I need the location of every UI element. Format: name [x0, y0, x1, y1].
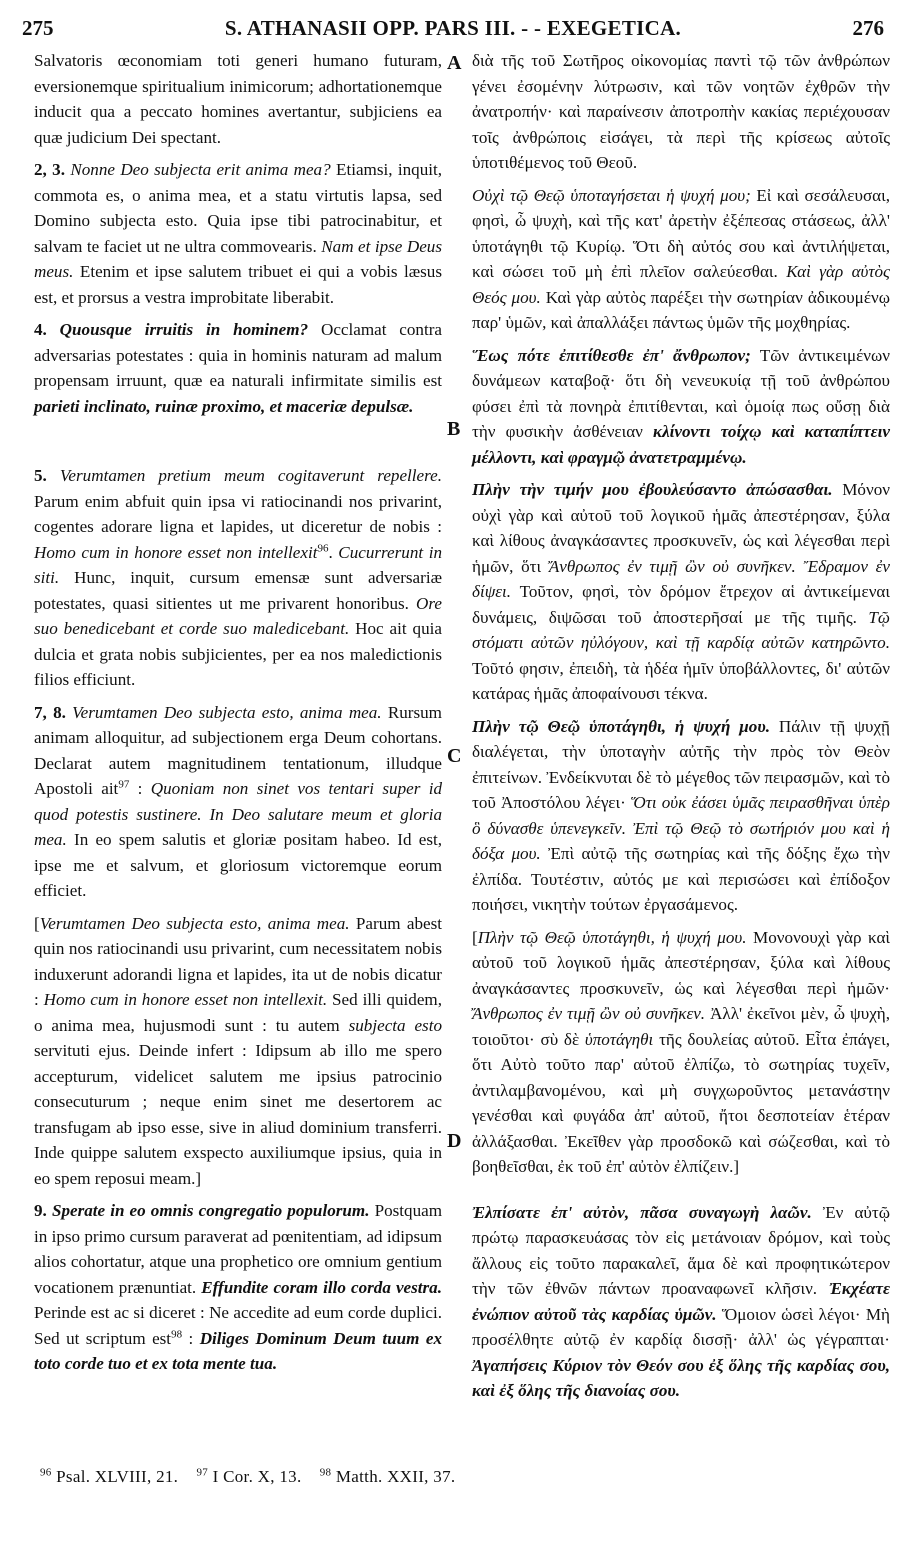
greek-paragraph-7: Ἐλπίσατε ἐπ' αὐτὸν, πᾶσα συναγωγὴ λαῶν. Ἐν αὐτῷ πρώτῳ παρασκευάσας τὸν εἰς μετάνοιαν δρόμον, καὶ τοὺς ἄλλους εἰς τοῦτο παρακαλεῖ, ἅμα δὲ καὶ προφητικώτερον τὴν τῶν ἐθνῶν πάντων προαναφωνεῖ κλῆσιν. Ἐκχέατε ἐνώπιον αὐτοῦ τὰς καρδίας ὑμῶν. Ὅμοιον ὡσεὶ λέγοι· Μὴ προσέλθητε αὐτῷ ἐν καρδίᾳ δισσῇ· ἀλλ' ὡς γέγραπται· Ἀγαπήσεις Κύριον τὸν Θεόν σου ἐξ ὅλης τῆς καρδίας σου, καὶ ἐξ ὅλης τῆς διανοίας σου.	[472, 1202, 890, 1400]
section-marker-c: C	[447, 745, 462, 767]
latin-paragraph-3: 4. Quousque irruitis in hominem? Occlamat contra adversarias potestates : quia in hominis naturam ad malum propensam irruunt, quæ ea naturali infirmitate similis est parieti inclinato, ruinæ proximo, et maceriæ depulsæ.	[34, 320, 442, 416]
greek-column	[472, 48, 890, 1404]
running-title: S. ATHANASII OPP. PARS III. - - EXEGETICA.	[224, 16, 682, 40]
latin-paragraph-7: 9. Sperate in eo omnis congregatio populorum. Postquam in ipso primo cursum paraverat ad pœnitentiam, ad idipsum alios cohortatur, atque una prophetico ore omnium gentium vocationem prænuntiat. Effundite coram illo corda vestra. Perinde est ac si diceret : Ne accedite ad eum corde duplici. Sed ut scriptum est$^{98}$ : Diliges Dominum Deum tuum ex toto corde tuo et ex tota mente tua.	[34, 1201, 443, 1373]
section-marker-a: A	[447, 52, 462, 74]
greek-paragraph-5: Πλὴν τῷ Θεῷ ὑποτάγηθι, ἡ ψυχή μου. Πάλιν τῇ ψυχῇ διαλέγεται, τὴν ὑποταγὴν αὐτῆς τὴν πρὸς τὸν Θεὸν ἐπιτείνων. Ἐνδείκνυται δὲ τὸ μέγεθος τῶν πειρασμῶν, καὶ τὸ τοῦ Ἀποστόλου λέγει· Ὅτι οὐκ ἐάσει ὑμᾶς πειρασθῆναι ὑπὲρ ὃ δύνασθε ὑπενεγκεῖν. Ἐπὶ τῷ Θεῷ τὸ σωτήριόν μου καὶ ἡ δόξα μου. Ἐπὶ αὐτῷ τῆς σωτηρίας καὶ τῆς δόξης ἔχω τὴν ἐλπίδα. Τουτέστιν, αὐτός με καὶ περισώσει καὶ ἐπίδοξον ποιήσει, νικητὴν τούτων ἐργασάμενος.	[472, 716, 890, 914]
page-header	[0, 0, 906, 44]
footnote-97: $^{97}$ I Cor. X, 13.	[196, 1466, 302, 1486]
greek-paragraph-3: Ἕως πότε ἐπιτίθεσθε ἐπ' ἄνθρωπον; Τῶν ἀντικειμένων δυνάμεων καταβοᾷ· ὅτι δὴ νενευκυίᾳ τῇ τοῦ ἀνθρώπου φύσει ἐπὶ τὰ πονηρὰ ἐπιτίθενται, καὶ ὁμοίᾳ πως οὔσῃ διὰ τὴν φυσικὴν ἀσθένειαν κλίνοντι τοίχῳ καὶ καταπίπτειν μέλλοντι, καὶ φραγμῷ ἀνατετραμμένῳ.	[472, 345, 890, 467]
right-page-number: 276	[852, 16, 884, 40]
section-marker-b: B	[447, 418, 461, 440]
footnote-96: $^{96}$ Psal. XLVIII, 21.	[40, 1466, 179, 1486]
section-marker-d: D	[447, 1130, 462, 1152]
latin-paragraph-6: [Verumtamen Deo subjecta esto, anima mea. Parum abest quin nos ratiocinandi usu privarint, cum necessitatem nobis induxerunt adorandi ligna et lapides, ita ut de nobis dicatur : Homo cum in honore esset non intellexit. Sed illi quidem, o anima mea, hujusmodi sunt : tu autem subjecta esto servituti ejus. Deinde infert : Idipsum ab illo me spero accepturum, videlicet salutem me ipsius patrocinio consecuturum ; neque enim sinet me desertorem ac transfugam ab ipso esse, sive in aliud dominium transferri. Inde quippe salutem exspecto auxiliumque ipsius, quia in eo spem reposui meam.]	[34, 913, 442, 1188]
footnotes	[40, 1467, 455, 1487]
latin-paragraph-2: 2, 3. Nonne Deo subjecta erit anima mea? Etiamsi, inquit, commota es, o anima mea, et a statu virtutis lapsa, sed Domino subjecta esto. Quia ipse tibi patrocinabitur, et salvam te faciet ut ne ultra commovearis. Nam et ipse Deus meus. Etenim et ipse salutem tribuet ei qui a vobis læsus est, et prorsus a vestra improbitate liberabit.	[34, 160, 443, 307]
greek-paragraph-6: [Πλὴν τῷ Θεῷ ὑποτάγηθι, ἡ ψυχή μου. Μονονουχὶ γὰρ καὶ αὐτοῦ τοῦ λογικοῦ ἡμᾶς ἀπεστέρησαν, ξύλα καὶ λίθους ἀναγκάσαντες προσκυνεῖν, ὡς καὶ λέγεσθαι περὶ ἡμῶν· Ἄνθρωπος ἐν τιμῇ ὢν οὐ συνῆκεν. Ἀλλ' ἐκεῖνοι μὲν, ὦ ψυχὴ, τοιοῦτοι· σὺ δὲ ὑποτάγηθι τῆς δουλείας αὐτοῦ. Εἶτα ἐπάγει, ὅτι Αὐτὸ τοῦτο παρ' αὐτοῦ ἐλπίζω, τὸ σωτηρίας τυχεῖν, ἀντιλαμβανομένου, καὶ μὴ συγχωροῦντος μετανάστην γενέσθαι καὶ φυγάδα ἀπ' αὐτοῦ, ἤτοι δεσποτείαν ἑτέραν ἀλλάξασθαι. Ἐκεῖθεν γὰρ προσδοκῶ καὶ σώζεσθαι, καὶ τὸ βοηθεῖσθαι, ἐκ τοῦ ἐπ' αὐτὸν ἐλπίζειν.]	[472, 927, 890, 1176]
greek-paragraph-4: Πλὴν τὴν τιμήν μου ἐβουλεύσαντο ἀπώσασθαι. Μόνον οὐχὶ γὰρ καὶ αὐτοῦ τοῦ λογικοῦ ἡμᾶς ἀπεστέρησαν, ξύλα καὶ λίθους ἀναγκάσαντες προσκυνεῖν, ὡς καὶ λέγεσθαι περὶ ἡμῶν, ὅτι Ἄνθρωπος ἐν τιμῇ ὢν οὐ συνῆκεν. Ἔδραμον ἐν δίψει. Τοῦτον, φησὶ, τὸν δρόμον ἔτρεχον αἱ ἀντικείμεναι δυνάμεις, διψῶσαι τοῦ ἀποστερῆσαί με τῆς τιμῆς. Τῷ στόματι αὐτῶν ηὐλόγουν, καὶ τῇ καρδίᾳ αὐτῶν κατηρῶντο. Τοῦτό φησιν, ἐπειδὴ, τὰ ἡδέα ἡμῖν ὑποβάλλοντες, δι' αὐτῶν κατάρας ἡμᾶς ἀποφαίνουσι τέκνα.	[472, 480, 890, 703]
greek-paragraph-2: Οὐχὶ τῷ Θεῷ ὑποταγήσεται ἡ ψυχή μου; Εἰ καὶ σεσάλευσαι, φησὶ, ὦ ψυχὴ, καὶ τῆς κατ' ἀρετὴν ἐξέπεσας στάσεως, ἀλλ' ὑποτάγηθι τῷ Κυρίῳ. Ὅτι δὴ αὐτός σου καὶ ἀντιλήψεται, καὶ σώσει τοῦ μὴ ἐπὶ πλεῖον σαλεύεσθαι. Καὶ γὰρ αὐτὸς Θεός μου. Καὶ γὰρ αὐτὸς παρέξει τὴν σωτηρίαν ἀδικουμένῳ παρ' ὑμῶν, καὶ ἀπαλλάξει πάντως ὑμῶν τῆς μοχθηρίας.	[472, 185, 890, 332]
latin-paragraph-1: Salvatoris œconomiam toti generi humano futuram, eversionemque spiritualium inimicorum; adhortationemque inducit qua a peccato homines avertantur, subjiciens ea quæ judicium Dei spectant.	[34, 51, 442, 147]
greek-paragraph-1: διὰ τῆς τοῦ Σωτῆρος οἰκονομίας παντὶ τῷ τῶν ἀνθρώπων γένει ἐσομένην λύτρωσιν, καὶ τῶν νοητῶν ἐχθρῶν τὴν ἀνατροπήν· καὶ παραίνεσιν ἀποτροπὴν κακίας περιέχουσαν τοῖς ἀνθρώποις εἰσάγει, τὰ περὶ τῆς κρίσεως αὐτοῖς ὑποτιθέμενος τοῦ Θεοῦ.	[472, 51, 890, 172]
latin-paragraph-4: 5. Verumtamen pretium meum cogitaverunt repellere. Parum enim abfuit quin ipsa vi ratiocinandi nos privarint, cogentes adorare ligna et lapides, ut diceretur de nobis : Homo cum in honore esset non intellexit$^{96}$. Cucurrerunt in siti. Hunc, inquit, cursum emensæ sunt adversariæ potestates, quasi sitientes ut me privarent honoribus. Ore suo benedicebant et corde suo maledicebant. Hoc ait quia dulcia et grata nobis subjicientes, per ea nos maledictionis filios efficiunt.	[34, 466, 442, 689]
latin-column	[34, 48, 442, 1377]
left-page-number: 275	[22, 16, 54, 40]
footnote-98: $^{98}$ Matth. XXII, 37.	[319, 1466, 456, 1486]
latin-paragraph-5: 7, 8. Verumtamen Deo subjecta esto, anima mea. Rursum animam alloquitur, ad subjectionem erga Deum cohortans. Declarat autem magnitudinem tentationum, illudque Apostoli ait$^{97}$ : Quoniam non sinet vos tentari super id quod potestis sustinere. In Deo salutare meum et gloria mea. In eo spem salutis et gloriæ positam habeo. Id est, ipse me et salvum, et gloriosum victoremque eorum efficiet.	[34, 702, 442, 900]
